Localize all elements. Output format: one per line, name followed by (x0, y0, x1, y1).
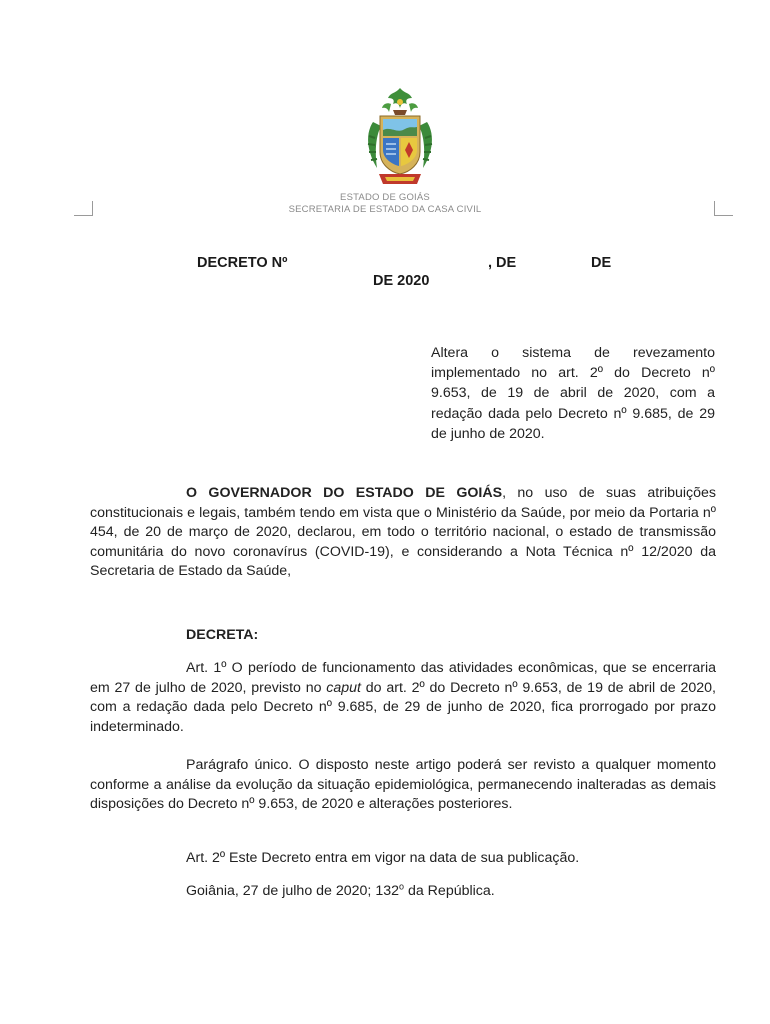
preamble-lead: O GOVERNADOR DO ESTADO DE GOIÁS (186, 485, 503, 501)
place-date-sup: o (399, 881, 405, 892)
title-year: DE 2020 (373, 273, 430, 289)
decreta-heading: DECRETA: (186, 627, 259, 643)
article-1 (90, 659, 716, 737)
title-de-month: DE (591, 255, 612, 271)
title-de-day: , DE (488, 255, 517, 271)
goias-coat-of-arms (355, 82, 445, 192)
preamble-paragraph (90, 484, 716, 582)
header-state: ESTADO DE GOIÁS (340, 192, 430, 203)
place-date-tail: da República. (404, 883, 495, 899)
article-2: Art. 2º Este Decreto entra em vigor na data de sua publicação. (186, 850, 580, 866)
place-date-text: Goiânia, 27 de julho de 2020; 132 (186, 883, 399, 899)
article-1-caput: caput (326, 679, 361, 696)
article-1-part2: do art. 2º do Decreto nº 9.653, de 19 de abril de 2020, com a redação dada pelo Decreto nº 9.685, de 29 de junho de 2020, fica prorrogado por prazo indeterminado. (90, 679, 716, 735)
title-decreto: DECRETO Nº (197, 255, 288, 271)
preamble-text: , no uso de suas atribuições constitucionais e legais, também tendo em vista que o Ministério da Saúde, por meio da Portaria nº 454, de 20 de março de 2020, declarou, em todo o território nacional, o estado de transmissão comunitária do novo coronavírus (COVID-19), e considerando a Nota Técnica nº 12/2020 da Secretaria de Estado da Saúde, (90, 485, 716, 580)
margin-corner-left (74, 201, 93, 216)
margin-corner-right (714, 201, 733, 216)
paragrafo-unico: Parágrafo único. O disposto neste artigo poderá ser revisto a qualquer momento conforme a análise da evolução da situação epidemiológica, permanecendo inalteradas as demais disposições do Decreto nº 9.653, de 2020 e alterações posteriores. (90, 757, 716, 813)
place-date (186, 882, 495, 902)
ementa: Altera o sistema de revezamento implementado no art. 2º do Decreto nº 9.653, de 19 de abril de 2020, com a redação dada pelo Decreto nº 9.685, de 29 de junho de 2020. (431, 345, 715, 442)
article-1-part1: Art. 1º O período de funcionamento das atividades econômicas, que se encerraria em 27 de julho de 2020, previsto no (90, 660, 716, 696)
header-secretariat: SECRETARIA DE ESTADO DA CASA CIVIL (288, 204, 482, 215)
